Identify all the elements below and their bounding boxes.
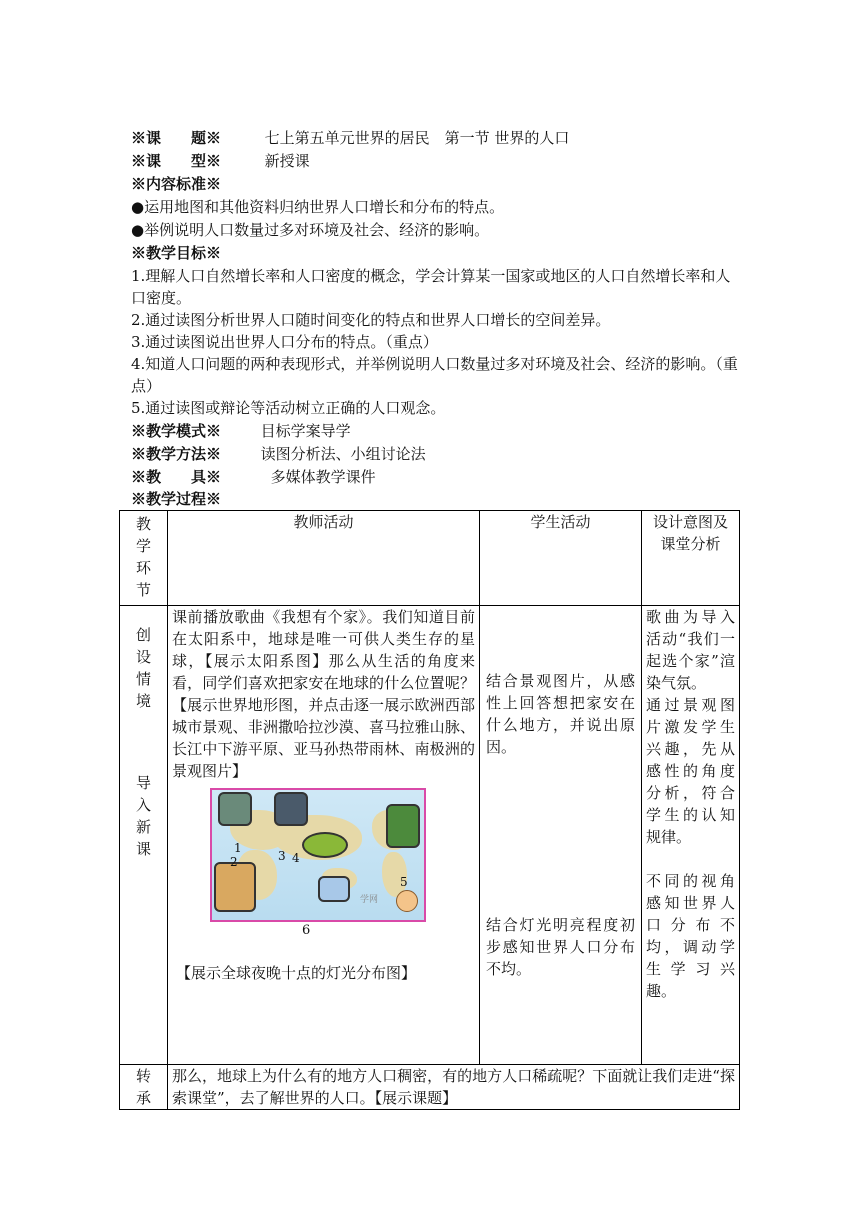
transition-text: 那么，地球上为什么有的地方人口稠密，有的地方人口稀疏呢？下面就让我们走进“探索课堂”，去了解世界的人口。【展示课题】 [168, 1065, 740, 1110]
table-header-row [120, 511, 740, 606]
map-number-3: 3 [278, 849, 286, 863]
city-photo-bubble [218, 792, 252, 826]
goal-2: 2.通过读图分析世界人口随时间变化的特点和世界人口增长的空间差异。 [131, 311, 611, 329]
table-row [120, 1065, 740, 1110]
topic-label: ※课 题※ [131, 129, 222, 147]
topic-line [131, 127, 569, 149]
plain-photo-bubble [302, 832, 348, 858]
goal-5: 5.通过读图或辩论等活动树立正确的人口观念。 [131, 399, 446, 417]
stage-cell [120, 606, 168, 1065]
map-number-4: 4 [292, 851, 300, 865]
tools-label: ※教 具※ [131, 468, 222, 486]
antarctica-photo-bubble [318, 876, 350, 902]
goal-3: 3.通过读图说出世界人口分布的特点。（重点） [131, 333, 438, 351]
table-row [120, 606, 740, 1065]
header-design: 设计意图及课堂分析 [642, 511, 740, 606]
design-intent-text-3: 不同的视角感知世界人口分布不均，调动学生学习兴趣。 [646, 872, 735, 1000]
goals-label: ※教学目标※ [131, 244, 222, 262]
type-label: ※课 型※ [131, 152, 222, 170]
type-line [131, 150, 310, 172]
method-line [131, 443, 426, 465]
mode-line [131, 420, 351, 442]
header-stage: 教学环节 [120, 511, 168, 606]
goal-1: 1.理解人口自然增长率和人口密度的概念，学会计算某一国家或地区的人口自然增长率和人口密度。 [131, 267, 731, 307]
standard-item-2: ●举例说明人口数量过多对环境及社会、经济的影响。 [131, 221, 490, 239]
header-student: 学生活动 [480, 511, 642, 606]
teaching-process-table [119, 510, 740, 1110]
teacher-activity-text: 课前播放歌曲《我想有个家》。我们知道目前在太阳系中，地球是唯一可供人类生存的星球，【展示太阳系图】那么从生活的角度来看，同学们喜欢把家安在地球的什么位置呢？【展示世界地形图，并点击逐一展示欧洲西部城市景观、非洲撒哈拉沙漠、喜马拉雅山脉、长江中下游平原、亚马孙热带雨林、南极洲的景观图片】 [172, 608, 475, 780]
stage-lead-in: 导入新课 [135, 774, 151, 858]
teacher-activity-cell [168, 606, 480, 1065]
rainforest-photo-bubble [386, 804, 420, 848]
map-number-2: 2 [230, 855, 238, 869]
mode-label: ※教学模式※ [131, 422, 222, 440]
standard-label: ※内容标准※ [131, 175, 222, 193]
student-activity-text-1: 结合景观图片，从感性上回答想把家安在什么地方，并说出原因。 [486, 672, 635, 756]
design-intent-cell [642, 606, 740, 1065]
method-label: ※教学方法※ [131, 445, 222, 463]
goal-4: 4.知道人口问题的两种表现形式，并举例说明人口数量过多对环境及社会、经济的影响。（重点） [131, 355, 738, 395]
type-value: 新授课 [264, 152, 310, 170]
world-map-image [210, 788, 426, 922]
cartoon-kid-icon [396, 890, 418, 912]
topic-value: 七上第五单元世界的居民 第一节 世界的人口 [264, 129, 570, 147]
stage-create-scene: 创设情境 [135, 626, 151, 710]
mountain-photo-bubble [274, 792, 308, 826]
student-activity-cell [480, 606, 642, 1065]
tools-value: 多媒体教学课件 [270, 468, 376, 486]
method-value: 读图分析法、小组讨论法 [260, 445, 426, 463]
map-number-5: 5 [400, 875, 408, 889]
mode-value: 目标学案导学 [260, 422, 351, 440]
map-number-1: 1 [234, 841, 242, 855]
process-label: ※教学过程※ [131, 490, 222, 508]
map-watermark: 学网 [360, 895, 379, 905]
design-intent-text-2: 通过景观图片激发学生兴趣，先从感性的角度分析，符合学生的认知规律。 [646, 696, 735, 846]
student-activity-text-2: 结合灯光明亮程度初步感知世界人口分布不均。 [486, 916, 635, 978]
design-intent-text-1: 歌曲为导入活动“我们一起选个家”渲染气氛。 [646, 608, 735, 692]
stage-transition: 转承 [120, 1065, 168, 1110]
desert-photo-bubble [214, 862, 256, 912]
map-number-6: 6 [302, 923, 311, 938]
teacher-activity-text-2: 【展示全球夜晚十点的灯光分布图】 [176, 964, 417, 982]
tools-line [131, 466, 376, 488]
header-teacher: 教师活动 [168, 511, 480, 606]
standard-item-1: ●运用地图和其他资料归纳世界人口增长和分布的特点。 [131, 198, 505, 216]
